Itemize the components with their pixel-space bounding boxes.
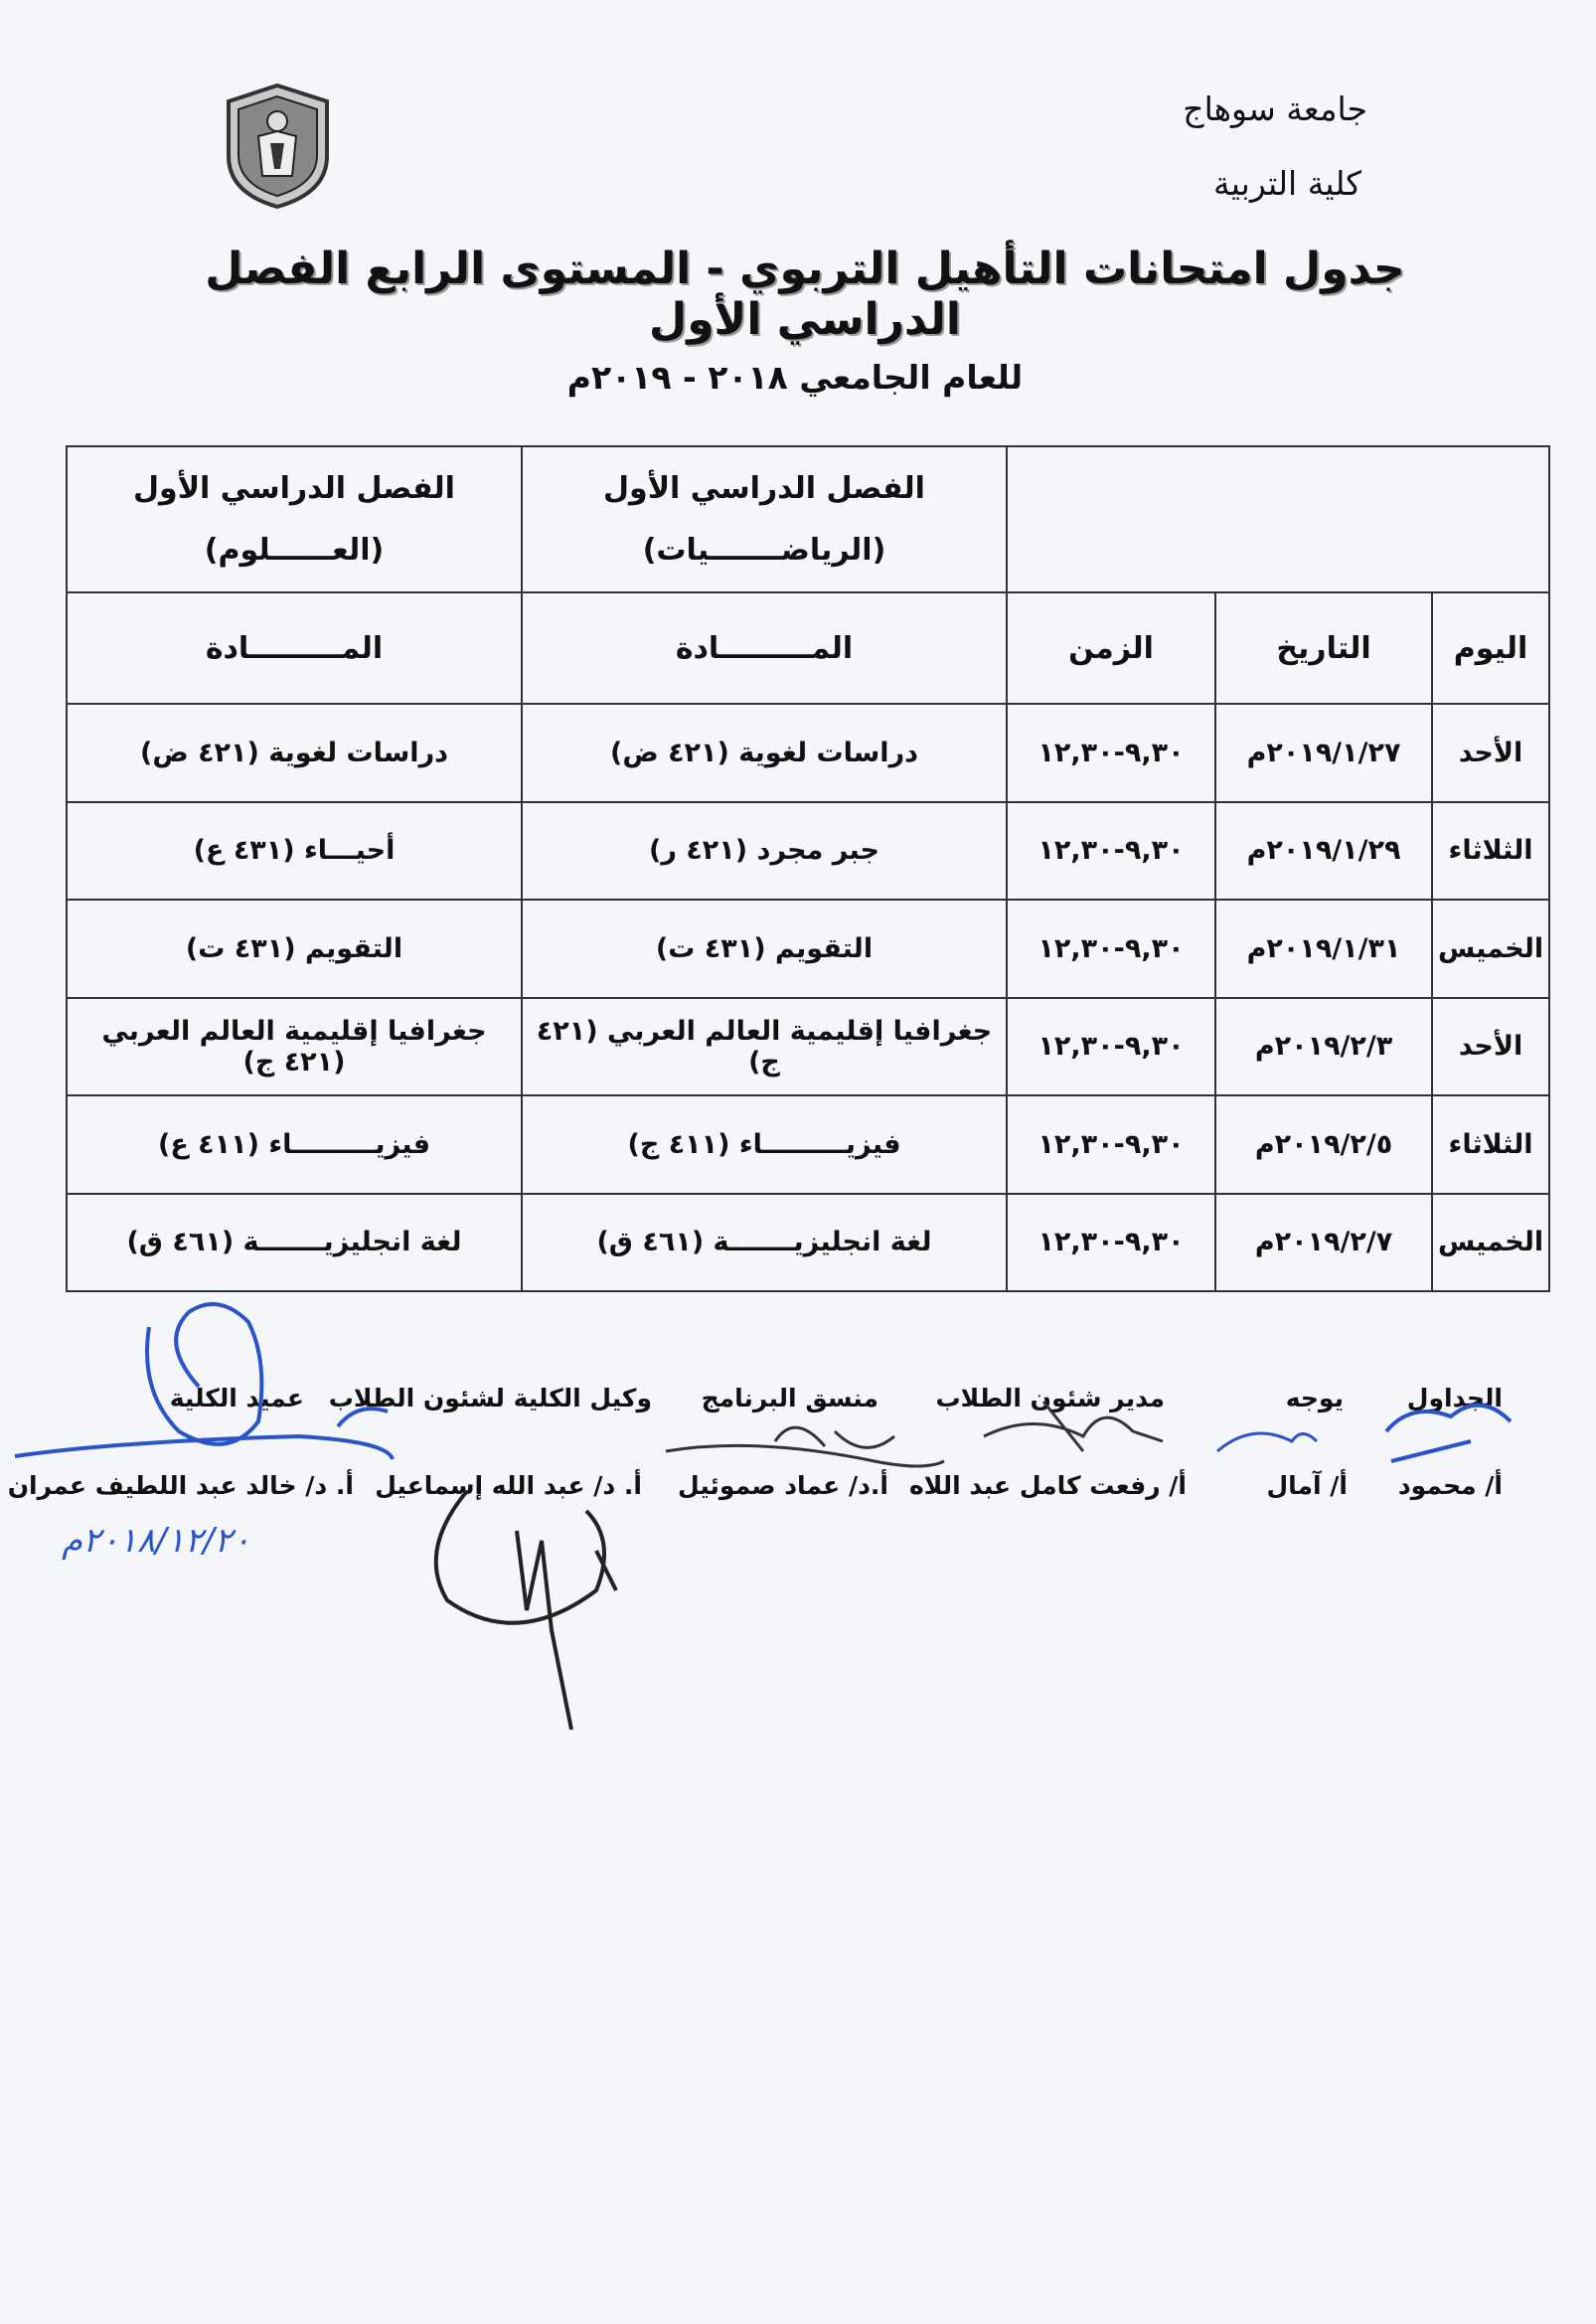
signature-name-directed: أ/ آمال (1266, 1471, 1348, 1500)
day-cell: الخميس (1432, 900, 1549, 998)
science-subject-cell: دراسات لغوية (٤٢١ ض) (67, 704, 522, 802)
date-cell: ٢٠١٩/٢/٧م (1215, 1194, 1432, 1292)
signature-name-program-coordinator: أ.د/ عماد صموئيل (678, 1471, 888, 1500)
semester-label: الفصل الدراسي الأول (603, 470, 925, 506)
table-row (67, 1194, 1549, 1292)
time-cell: ٩,٣٠-١٢,٣٠ (1007, 998, 1215, 1096)
signature-name-schedules: أ/ محمود (1397, 1471, 1503, 1500)
signature-role-student-affairs-director: مدير شئون الطلاب (935, 1384, 1165, 1412)
signature-role-schedules: الجداول (1406, 1384, 1503, 1412)
day-cell: الثلاثاء (1432, 802, 1549, 901)
semester-label: الفصل الدراسي الأول (133, 470, 455, 506)
column-header-row (67, 592, 1549, 704)
signature-name-vice-dean: أ. د/ عبد الله إسماعيل (375, 1471, 642, 1500)
time-column-header: الزمن (1007, 592, 1215, 704)
table-row (67, 1095, 1549, 1194)
handwritten-date: ٢٠١٨/١٢/٢٠م (62, 1521, 251, 1561)
signature-role-dean: عميد الكلية (169, 1384, 304, 1412)
signature-name-dean: أ. د/ خالد عبد اللطيف عمران (7, 1471, 354, 1500)
date-column-header: التاريخ (1215, 592, 1432, 704)
day-cell: الأحد (1432, 704, 1549, 802)
math-subject-cell: لغة انجليزيـــــــة (٤٦١ ق) (522, 1194, 1007, 1292)
science-subject-cell: لغة انجليزيـــــــة (٤٦١ ق) (67, 1194, 522, 1292)
day-cell: الأحد (1432, 998, 1549, 1096)
math-subject-column-header: المـــــــــادة (522, 592, 1007, 704)
faculty-name: كلية التربية (1213, 164, 1361, 203)
table-row (67, 900, 1549, 998)
exam-schedule-table (66, 445, 1550, 1292)
day-cell: الخميس (1432, 1194, 1549, 1292)
math-group-header (522, 446, 1007, 592)
group-header-row (67, 446, 1549, 592)
table-row (67, 704, 1549, 802)
empty-header-cell (1007, 446, 1549, 592)
table-row (67, 802, 1549, 901)
day-column-header: اليوم (1432, 592, 1549, 704)
signature-name-student-affairs-director: أ/ رفعت كامل عبد اللاه (909, 1471, 1187, 1500)
page-title: جدول امتحانات التأهيل التربوي - المستوى الرابع الفصل الدراسي الأول (205, 244, 1405, 345)
signature-role-directed: يوجه (1285, 1384, 1344, 1412)
date-cell: ٢٠١٩/١/٢٧م (1215, 704, 1432, 802)
time-cell: ٩,٣٠-١٢,٣٠ (1007, 1095, 1215, 1194)
table-row (67, 998, 1549, 1096)
science-group-header (67, 446, 522, 592)
day-cell: الثلاثاء (1432, 1095, 1549, 1194)
specialization-label: (الرياضـــــــيات) (642, 532, 886, 568)
math-subject-cell: جغرافيا إقليمية العالم العربي (٤٢١ ج) (522, 998, 1007, 1096)
science-subject-cell: فيزيـــــــــاء (٤١١ ع) (67, 1095, 522, 1194)
math-subject-cell: فيزيـــــــــاء (٤١١ ج) (522, 1095, 1007, 1194)
signature-role-vice-dean: وكيل الكلية لشئون الطلاب (328, 1384, 652, 1412)
science-subject-cell: جغرافيا إقليمية العالم العربي (٤٢١ ج) (67, 998, 522, 1096)
science-subject-cell: أحيـــاء (٤٣١ ع) (67, 802, 522, 901)
math-subject-cell: جبر مجرد (٤٢١ ر) (522, 802, 1007, 901)
academic-year: للعام الجامعي ٢٠١٨ - ٢٠١٩م (566, 358, 1024, 397)
university-name: جامعة سوهاج (1183, 89, 1367, 128)
science-subject-column-header: المـــــــــادة (67, 592, 522, 704)
math-subject-cell: دراسات لغوية (٤٢١ ض) (522, 704, 1007, 802)
time-cell: ٩,٣٠-١٢,٣٠ (1007, 1194, 1215, 1292)
university-logo-icon (221, 82, 335, 211)
date-cell: ٢٠١٩/٢/٣م (1215, 998, 1432, 1096)
signature-role-program-coordinator: منسق البرنامج (701, 1384, 878, 1412)
math-subject-cell: التقويم (٤٣١ ت) (522, 900, 1007, 998)
date-cell: ٢٠١٩/١/٢٩م (1215, 802, 1432, 901)
date-cell: ٢٠١٩/٢/٥م (1215, 1095, 1432, 1194)
date-cell: ٢٠١٩/١/٣١م (1215, 900, 1432, 998)
specialization-label: (العــــــلوم) (204, 532, 385, 568)
time-cell: ٩,٣٠-١٢,٣٠ (1007, 704, 1215, 802)
science-subject-cell: التقويم (٤٣١ ت) (67, 900, 522, 998)
time-cell: ٩,٣٠-١٢,٣٠ (1007, 802, 1215, 901)
time-cell: ٩,٣٠-١٢,٣٠ (1007, 900, 1215, 998)
